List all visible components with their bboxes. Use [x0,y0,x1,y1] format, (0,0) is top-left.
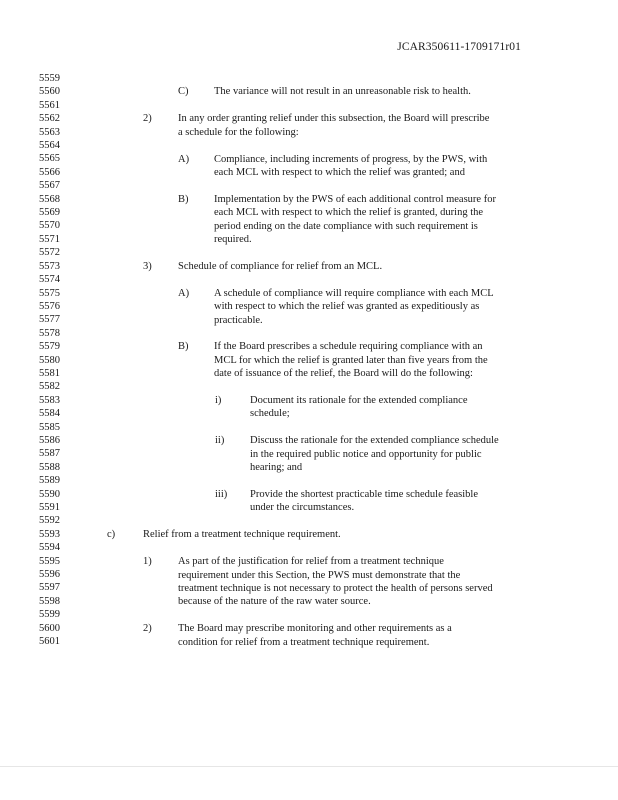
line-number: 5597 [39,582,60,594]
item-label-3: 3) [143,260,152,272]
text-line: MCL for which the relief is granted later than five years from the [214,354,488,366]
line-number: 5570 [39,220,60,232]
line-number: 5569 [39,207,60,219]
line-number: 5595 [39,555,60,567]
text-line: date of issuance of the relief, the Board will do the following: [214,368,473,380]
item-text-3 [178,260,382,273]
item-text-c2 [178,622,452,649]
text-line: treatment technique is not necessary to protect the health of persons served [178,582,493,594]
line-number: 5587 [39,448,60,460]
text-line: each MCL with respect to which the relief is granted, during the [214,207,484,219]
line-number: 5577 [39,314,60,326]
item-text-2a [214,153,487,180]
line-number: 5560 [39,86,60,98]
text-line: in the required public notice and opportunity for public [250,448,482,460]
item-label-2b: B) [178,193,189,205]
text-line: Document its rationale for the extended compliance [250,395,468,407]
line-number: 5586 [39,434,60,446]
text-line: because of the nature of the raw water source. [178,596,371,608]
line-number: 5600 [39,622,60,634]
line-number: 5593 [39,528,60,540]
line-number: 5588 [39,461,60,473]
item-text-3a [214,287,494,327]
text-line: A schedule of compliance will require compliance with each MCL [214,287,494,299]
line-number: 5592 [39,515,60,527]
text-line: requirement under this Section, the PWS must demonstrate that the [178,569,461,581]
line-number: 5583 [39,394,60,406]
text-line: required. [214,233,252,245]
text-line: Relief from a treatment technique requirement. [143,529,341,541]
line-number: 5559 [39,73,60,84]
line-number: 5594 [39,542,60,554]
item-text-3bi [250,394,468,421]
item-text-3bii [250,434,499,474]
text-line: period ending on the date compliance with such requirement is [214,220,478,232]
text-line: Provide the shortest practicable time schedule feasible [250,489,479,501]
text-line: condition for relief from a treatment technique requirement. [178,636,430,648]
item-text-c1 [178,555,493,609]
item-label-3a: A) [178,287,190,299]
text-line: under the circumstances. [250,502,355,514]
line-number: 5599 [39,609,60,621]
item-text-2b [214,193,496,247]
item-label-2: 2) [143,113,152,125]
text-line: Compliance, including increments of progress, by the PWS, with [214,153,488,165]
line-number: 5601 [39,636,60,648]
line-number: 5581 [39,367,60,379]
line-number: 5567 [39,180,60,192]
line-number: 5598 [39,595,60,607]
line-number: 5580 [39,354,60,366]
line-number: 5572 [39,247,60,259]
item-text-3b [214,340,488,380]
line-number: 5571 [39,233,60,245]
line-number: 5563 [39,126,60,138]
item-text-3biii [250,488,478,515]
item-label-3bi: i) [215,395,222,407]
line-number: 5582 [39,381,60,393]
item-text-2 [178,112,489,139]
line-number: 5591 [39,502,60,513]
line-number: 5561 [39,99,60,111]
line-number: 5574 [39,274,60,286]
line-number: 5596 [39,569,60,581]
text-line: each MCL with respect to which the relief was granted; and [214,166,465,178]
item-label-2a: A) [178,153,190,165]
line-number: 5576 [39,300,60,312]
line-number: 5565 [39,153,60,165]
line-number: 5585 [39,421,60,433]
text-line: with respect to which the relief was granted as expeditiously as [214,301,480,313]
text-line: Discuss the rationale for the extended compliance schedule [250,435,499,447]
item-label-c2: 2) [143,623,152,635]
text-line: practicable. [214,314,263,326]
text-line: In any order granting relief under this subsection, the Board will prescribe [178,113,490,125]
item-label-c-upper: C) [178,86,189,98]
text-line: a schedule for the following: [178,126,299,138]
line-number: 5568 [39,193,60,205]
line-number: 5562 [39,113,60,125]
line-number-column [39,72,79,648]
text-line: If the Board prescribes a schedule requiring compliance with an [214,341,483,353]
text-line: The Board may prescribe monitoring and other requirements as a [178,623,452,635]
page-bottom-rule [0,766,618,767]
line-number: 5575 [39,287,60,299]
item-label-3b: B) [178,341,189,353]
text-line: As part of the justification for relief from a treatment technique [178,556,444,568]
text-line: hearing; and [250,462,303,474]
item-label-c1: 1) [143,556,152,568]
line-number: 5578 [39,327,60,339]
line-number: 5590 [39,488,60,500]
text-line: schedule; [250,408,290,420]
line-number: 5589 [39,475,60,487]
line-number: 5564 [39,140,60,152]
item-label-3biii: iii) [215,489,228,501]
line-number: 5579 [39,341,60,353]
line-number: 5573 [39,260,60,272]
item-label-3bii: ii) [215,435,225,447]
text-line: The variance will not result in an unreasonable risk to health. [214,86,471,98]
item-label-c-lower: c) [107,529,116,541]
document-id-header: JCAR350611-1709171r01 [397,41,521,53]
text-line: Schedule of compliance for relief from an MCL. [178,260,383,272]
item-text-c-lower [143,528,341,541]
item-text-c-upper [214,85,471,98]
text-line: Implementation by the PWS of each additional control measure for [214,193,496,205]
line-number: 5584 [39,408,60,420]
line-number: 5566 [39,166,60,178]
